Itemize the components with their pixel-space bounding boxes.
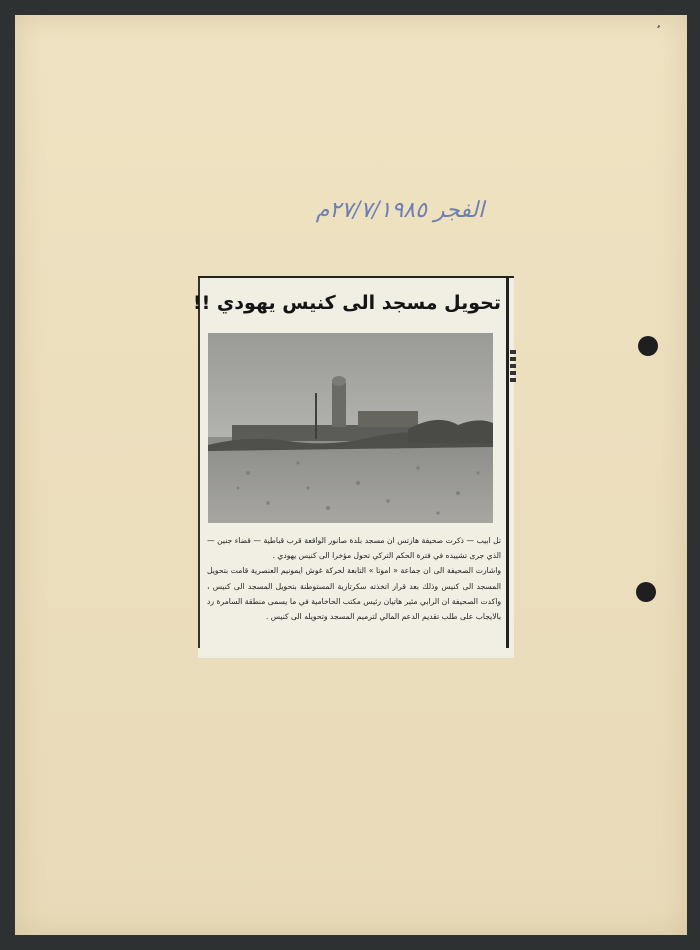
clipping-headline: تحويل مسجد الى كنيس يهودي !! <box>192 292 501 314</box>
handwritten-date-note: الفجر ٢٧/٧/١٩٨٥م <box>315 198 485 223</box>
article-paragraph: تل ابيب — ذكرت صحيفة هارتس ان مسجد بلدة صانور الواقعة قرب قباطية — قضاء جنين — الذي جرى تشييده في فترة الحكم التركي تحول مؤخرا الى كنيس يهودي . <box>207 536 501 561</box>
mosque-minaret-photo <box>208 333 493 523</box>
punch-hole-top <box>638 336 658 356</box>
clipping-border-right <box>506 278 509 648</box>
article-paragraph: واشارت الصحيفة الى ان جماعة « اموتا » التابعة لحركة غوش ايمونيم العنصرية قامت بتحويل المسجد الى كنيس وذلك بعد قرار اتخذته سكرتارية المستوطنة بتحويل المسجد الى كنيس ، واكدت الصحيفة ان الرابي مئير هاتيان رئيس مكتب الحاخامية في ما يسمى منطقة السامرة رد بالايجاب على طلب تقديم الدعم المالي لترميم المسجد وتحويله الى كنيس . <box>207 566 501 622</box>
clipping-border-top <box>198 276 514 278</box>
photo-graphic <box>208 333 493 523</box>
punch-hole-bottom <box>636 582 656 602</box>
clipping-border-left <box>198 278 200 648</box>
clipping-edge-marks <box>510 350 516 384</box>
article-body <box>207 533 501 624</box>
